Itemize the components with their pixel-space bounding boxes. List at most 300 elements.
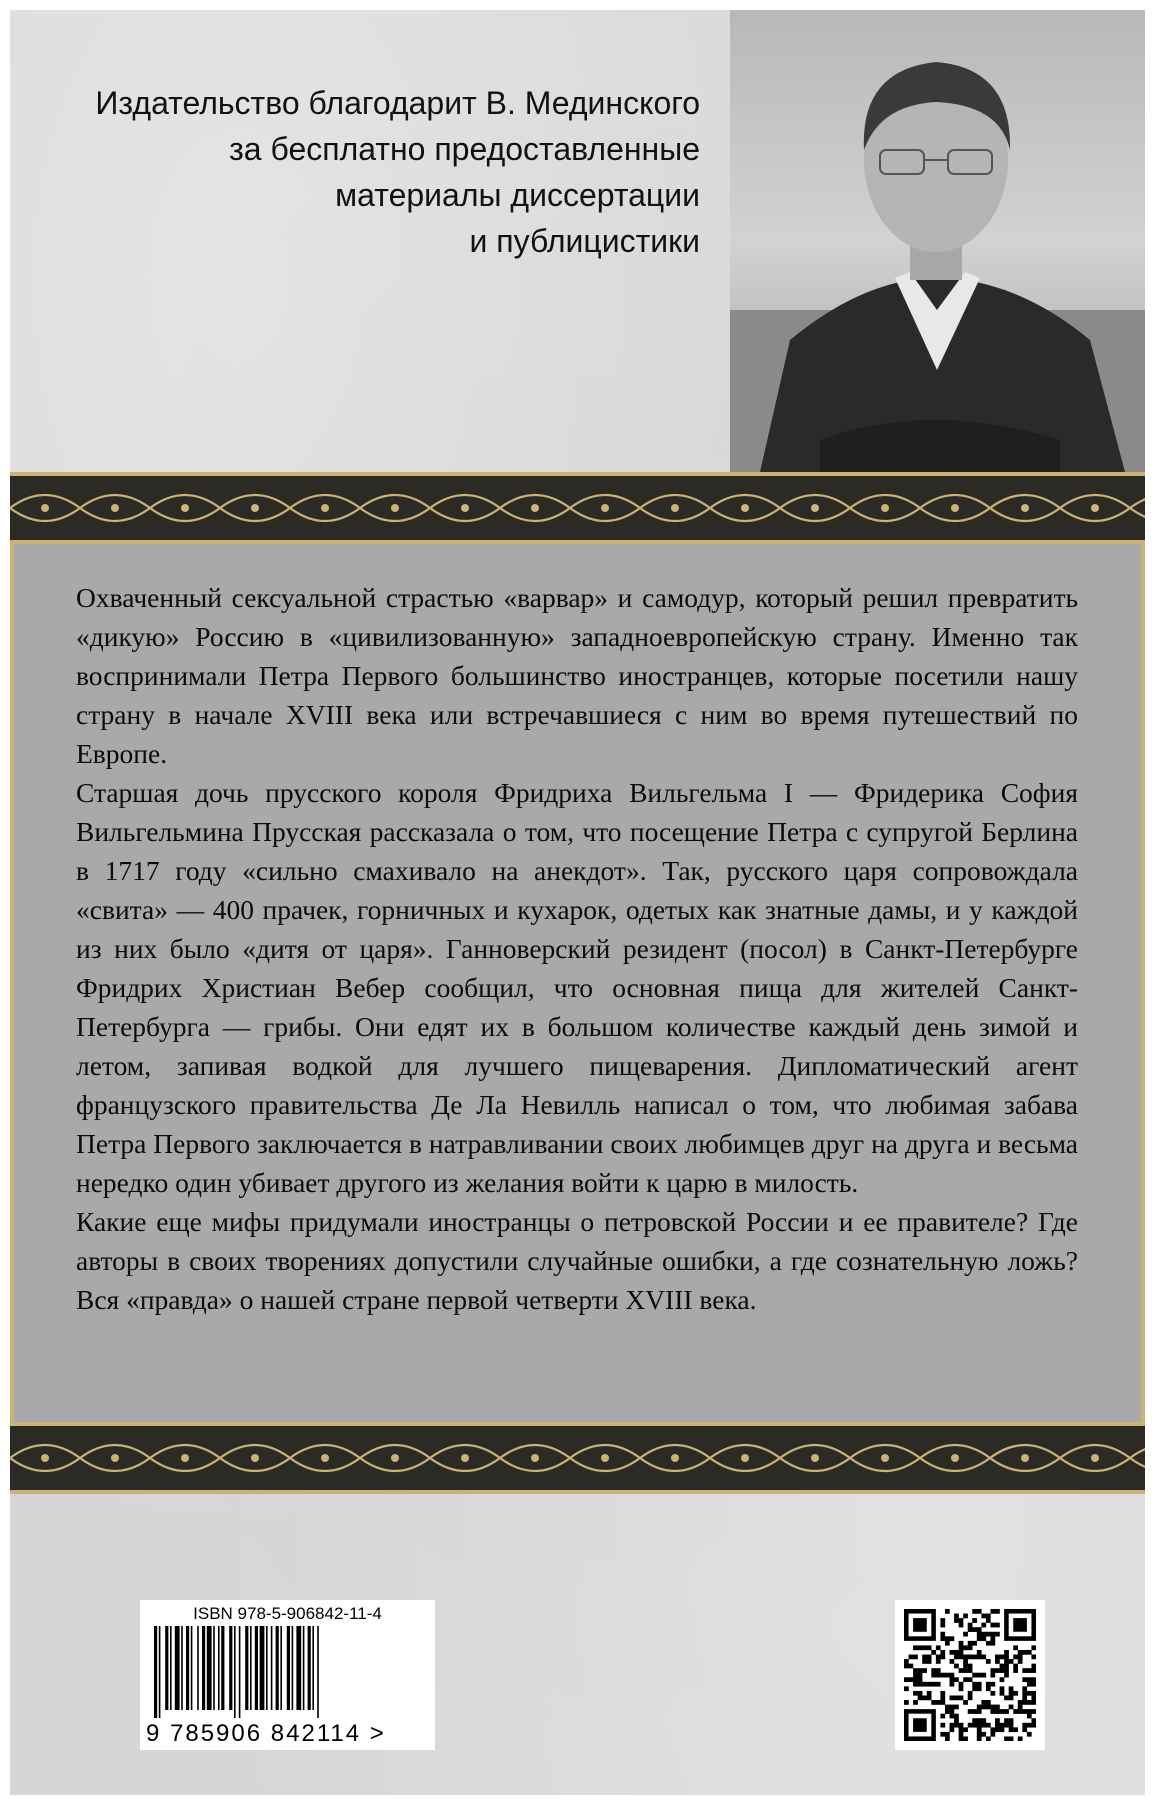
qr-module [963,1614,968,1619]
qr-module [940,1723,945,1728]
qr-module [1022,1668,1027,1673]
annotation-paragraph-2: Старшая дочь прусского короля Фридриха Вильгельма I — Фридерика София Вильгельмина Прусская рассказала о том, что посещение Петра с супругой Берлина в 1717 году «сильно смахивало на анекдот». Так, русского царя сопровождала «свита» — 400 прачек, горничных и кухарок, одетых как знатные дамы, и у каждой из них было «дитя от царя». Ганноверский резидент (посол) в Санкт-Петербурге Фридрих Христиан Вебер сообщил, что основная пища для жителей Санкт-Петербурга — грибы. Они едят их в большом количестве каждый день зимой и летом, запивая водкой для лучшего пищеварения. Дипломатический агент французского правительства Де Ла Невилль написал о том, что любимая забава Петра Первого заключается в натравливании своих любимцев друг на друга и весьма нередко один убивает другого из желания войти к царю в милость. [76,777,1078,1198]
qr-module [963,1632,968,1637]
qr-module [990,1732,995,1737]
qr-module [1000,1723,1005,1728]
barcode-bar [266,1626,268,1710]
qr-module [1022,1723,1027,1728]
qr-module [1004,1723,1009,1728]
qr-module [1031,1668,1036,1673]
qr-module [1018,1650,1023,1655]
qr-module [931,1682,936,1687]
qr-module [918,1668,923,1673]
barcode-bar [271,1626,273,1710]
qr-module [1009,1659,1014,1664]
qr-module [972,1655,977,1660]
qr-module [1022,1700,1027,1705]
qr-module [959,1723,964,1728]
annotation-paragraph-1: Охваченный сексуальной страстью «варвар» и самодур, который решил превратить «дикую» Россию в «цивилизованную» западноевропейскую страну. Именно так воспринимали Петра Первого большинство иностранцев, которые посетили нашу страну в начале XVIII века или встречавшиеся с ним во время путешествий по Европе. [76,582,1078,769]
qr-module [954,1677,959,1682]
qr-module [959,1641,964,1646]
qr-module [904,1664,909,1669]
qr-module [1009,1718,1014,1723]
qr-module [1018,1655,1023,1660]
qr-module [968,1664,973,1669]
qr-code-modules [904,1609,1036,1741]
qr-module [936,1682,941,1687]
barcode-bar [175,1626,180,1710]
qr-module [1000,1677,1005,1682]
qr-module [977,1732,982,1737]
qr-finder-pattern [1013,1618,1027,1632]
barcode-bar [260,1626,265,1710]
qr-module [1013,1668,1018,1673]
qr-module [1000,1664,1005,1669]
qr-module [995,1623,1000,1628]
qr-module [945,1673,950,1678]
qr-module [940,1655,945,1660]
qr-module [1022,1695,1027,1700]
qr-module [963,1668,968,1673]
qr-module [1027,1668,1032,1673]
qr-module [1004,1736,1009,1741]
barcode-bar [255,1626,258,1710]
qr-module [977,1682,982,1687]
barcode-bar [197,1626,199,1710]
qr-module [959,1668,964,1673]
qr-module [950,1727,955,1732]
qr-module [972,1673,977,1678]
qr-module [986,1614,991,1619]
barcode-bar [234,1626,236,1718]
qr-module [950,1636,955,1641]
qr-module [904,1700,909,1705]
barcode-bar [287,1626,290,1710]
qr-module [986,1736,991,1741]
qr-module [959,1682,964,1687]
qr-module [922,1645,927,1650]
qr-module [1013,1664,1018,1669]
qr-module [977,1736,982,1741]
qr-module [1013,1691,1018,1696]
qr-module [963,1727,968,1732]
qr-module [918,1645,923,1650]
qr-module [918,1677,923,1682]
qr-module [1004,1650,1009,1655]
qr-module [986,1700,991,1705]
barcode-bar [202,1626,205,1710]
ornament-border-top [10,472,1145,544]
qr-module [995,1659,1000,1664]
qr-module [968,1709,973,1714]
qr-module [981,1723,986,1728]
qr-module [945,1736,950,1741]
qr-module [986,1659,991,1664]
qr-module [931,1700,936,1705]
qr-module [940,1673,945,1678]
qr-module [1022,1650,1027,1655]
qr-module [940,1700,945,1705]
qr-module [986,1618,991,1623]
isbn-barcode [140,1600,435,1750]
isbn-label: ISBN 978-5-906842-11-4 [193,1604,382,1623]
qr-module [977,1627,982,1632]
qr-module [1013,1655,1018,1660]
qr-module [950,1709,955,1714]
qr-module [1031,1691,1036,1696]
qr-module [986,1641,991,1646]
qr-module [954,1705,959,1710]
qr-module [940,1732,945,1737]
qr-module [909,1677,914,1682]
qr-module [927,1682,932,1687]
qr-module [963,1655,968,1660]
qr-module [1009,1705,1014,1710]
qr-module [913,1655,918,1660]
qr-module [1022,1691,1027,1696]
qr-module [990,1682,995,1687]
qr-module [927,1655,932,1660]
qr-module [945,1732,950,1737]
qr-module [913,1682,918,1687]
qr-module [990,1727,995,1732]
qr-module [950,1677,955,1682]
qr-module [995,1709,1000,1714]
qr-module [954,1655,959,1660]
qr-module [950,1723,955,1728]
qr-module [918,1695,923,1700]
qr-module [945,1709,950,1714]
qr-module [931,1668,936,1673]
qr-module [963,1659,968,1664]
qr-module [913,1677,918,1682]
qr-module [981,1700,986,1705]
qr-module [1009,1695,1014,1700]
qr-module [936,1659,941,1664]
qr-module [913,1668,918,1673]
barcode-bar [186,1626,189,1710]
qr-code [895,1600,1045,1750]
qr-module [927,1695,932,1700]
qr-module [990,1691,995,1696]
qr-module [972,1609,977,1614]
qr-module [1000,1727,1005,1732]
qr-module [950,1659,955,1664]
qr-module [940,1650,945,1655]
qr-module [963,1700,968,1705]
qr-module [1027,1691,1032,1696]
qr-module [995,1727,1000,1732]
qr-module [972,1718,977,1723]
qr-module [909,1664,914,1669]
qr-module [995,1718,1000,1723]
qr-module [995,1655,1000,1660]
qr-module [963,1664,968,1669]
barcode-bars [152,1626,422,1718]
qr-module [950,1714,955,1719]
qr-module [904,1659,909,1664]
qr-module [986,1632,991,1637]
qr-module [977,1709,982,1714]
qr-module [1000,1691,1005,1696]
qr-module [972,1682,977,1687]
barcode-bar [296,1626,301,1710]
qr-module [954,1723,959,1728]
qr-module [986,1705,991,1710]
barcode-bar [312,1626,314,1710]
qr-module [913,1700,918,1705]
qr-module [959,1695,964,1700]
qr-module [940,1618,945,1623]
qr-module [936,1700,941,1705]
qr-module [1009,1723,1014,1728]
barcode-bar [165,1626,168,1710]
qr-module [1031,1695,1036,1700]
qr-module [1004,1655,1009,1660]
barcode-bar [207,1626,212,1710]
qr-module [995,1723,1000,1728]
qr-module [1031,1718,1036,1723]
qr-module [1009,1686,1014,1691]
qr-module [959,1650,964,1655]
qr-module [990,1609,995,1614]
qr-module [977,1673,982,1678]
qr-module [913,1691,918,1696]
qr-module [931,1673,936,1678]
qr-module [1031,1682,1036,1687]
qr-module [1031,1723,1036,1728]
qr-module [968,1691,973,1696]
barcode-bar [218,1626,220,1710]
qr-module [954,1718,959,1723]
qr-module [1004,1695,1009,1700]
qr-module [995,1609,1000,1614]
qr-module [945,1641,950,1646]
author-photo [730,10,1145,472]
qr-module [950,1705,955,1710]
qr-module [1000,1709,1005,1714]
qr-module [972,1723,977,1728]
qr-module [950,1650,955,1655]
qr-module [959,1655,964,1660]
qr-module [990,1632,995,1637]
qr-module [1013,1727,1018,1732]
qr-module [936,1655,941,1660]
qr-module [922,1659,927,1664]
qr-module [1018,1705,1023,1710]
qr-module [1018,1700,1023,1705]
qr-module [968,1723,973,1728]
qr-module [1013,1709,1018,1714]
qr-module [972,1627,977,1632]
ornament-border-bottom [10,1422,1145,1494]
qr-module [977,1686,982,1691]
barcode-bar [292,1626,294,1710]
qr-module [1031,1645,1036,1650]
qr-module [1000,1668,1005,1673]
qr-module [968,1623,973,1628]
qr-module [986,1686,991,1691]
qr-module [972,1686,977,1691]
qr-module [972,1618,977,1623]
qr-module [1004,1659,1009,1664]
annotation-panel [10,544,1145,1422]
barcode-digits: 9 785906 842114 > [146,1720,386,1747]
qr-module [1022,1677,1027,1682]
qr-module [990,1641,995,1646]
qr-module [1031,1655,1036,1660]
qr-module [1031,1709,1036,1714]
qr-module [936,1645,941,1650]
qr-module [1031,1664,1036,1669]
qr-module [927,1645,932,1650]
qr-module [959,1732,964,1737]
qr-module [990,1668,995,1673]
barcode-bar [213,1626,215,1710]
qr-module [981,1732,986,1737]
barcode-bar [308,1626,311,1710]
qr-module [1022,1727,1027,1732]
qr-module [977,1705,982,1710]
qr-module [1027,1723,1032,1728]
qr-module [968,1655,973,1660]
qr-module [963,1736,968,1741]
qr-module [922,1655,927,1660]
qr-module [954,1664,959,1669]
barcode-bar [181,1626,183,1710]
barcode-bar [154,1626,157,1718]
qr-module [927,1691,932,1696]
qr-module [977,1632,982,1637]
qr-module [963,1645,968,1650]
qr-module [968,1668,973,1673]
qr-module [918,1682,923,1687]
barcode-bar [221,1626,224,1710]
qr-module [940,1691,945,1696]
qr-module [968,1677,973,1682]
qr-module [1027,1682,1032,1687]
qr-module [945,1636,950,1641]
qr-finder-pattern [913,1618,927,1632]
qr-module [968,1641,973,1646]
qr-module [990,1636,995,1641]
qr-module [922,1695,927,1700]
qr-module [972,1641,977,1646]
qr-finder-pattern [913,1718,927,1732]
qr-module [981,1655,986,1660]
barcode-bar [191,1626,193,1710]
qr-module [1009,1727,1014,1732]
qr-module [977,1718,982,1723]
qr-module [936,1668,941,1673]
qr-module [904,1686,909,1691]
qr-module [945,1705,950,1710]
qr-module [927,1659,932,1664]
qr-module [977,1650,982,1655]
qr-module [990,1673,995,1678]
qr-module [959,1736,964,1741]
barcode-bar [159,1626,161,1718]
qr-module [995,1632,1000,1637]
annotation-paragraph-3: Какие еще мифы придумали иностранцы о петровской России и ее правителе? Где авторы в своих творениях допустили случайные ошибки, а где сознательную ложь? Вся «правда» о нашей стране первой четверти XVIII века. [76,1206,1078,1315]
qr-module [1004,1718,1009,1723]
qr-module [1027,1732,1032,1737]
qr-module [940,1636,945,1641]
qr-module [1031,1700,1036,1705]
qr-module [940,1632,945,1637]
qr-module [990,1705,995,1710]
qr-module [954,1714,959,1719]
qr-module [995,1705,1000,1710]
qr-module [1000,1655,1005,1660]
qr-module [990,1623,995,1628]
qr-module [1009,1736,1014,1741]
qr-module [1027,1700,1032,1705]
qr-module [981,1623,986,1628]
qr-module [909,1655,914,1660]
qr-module [1018,1736,1023,1741]
qr-module [977,1609,982,1614]
qr-module [981,1636,986,1641]
qr-module [950,1695,955,1700]
barcode-bar [250,1626,252,1710]
qr-module [922,1668,927,1673]
qr-module [959,1686,964,1691]
qr-module [913,1673,918,1678]
qr-module [922,1682,927,1687]
barcode-bar [317,1626,319,1718]
qr-module [959,1623,964,1628]
qr-module [977,1727,982,1732]
qr-module [954,1618,959,1623]
qr-module [968,1645,973,1650]
qr-module [1022,1709,1027,1714]
qr-module [1022,1686,1027,1691]
qr-module [959,1727,964,1732]
qr-module [968,1695,973,1700]
qr-module [954,1650,959,1655]
qr-module [1027,1650,1032,1655]
barcode-bar [245,1626,248,1710]
qr-module [972,1709,977,1714]
qr-module [977,1636,982,1641]
qr-module [981,1718,986,1723]
qr-module [1027,1709,1032,1714]
barcode-bar [276,1626,279,1710]
qr-module [986,1682,991,1687]
book-back-cover [10,10,1145,1795]
barcode-bar [170,1626,172,1710]
qr-module [1000,1686,1005,1691]
qr-module [1004,1709,1009,1714]
annotation-text [76,578,1078,1319]
qr-module [950,1673,955,1678]
barcode-bar [229,1626,232,1710]
qr-module [918,1673,923,1678]
qr-module [963,1677,968,1682]
qr-module [981,1705,986,1710]
qr-module [977,1723,982,1728]
qr-module [981,1673,986,1678]
qr-module [986,1723,991,1728]
qr-module [1027,1677,1032,1682]
qr-module [981,1632,986,1637]
qr-module [940,1623,945,1628]
qr-module [959,1618,964,1623]
qr-module [1004,1673,1009,1678]
qr-module [954,1614,959,1619]
qr-module [904,1677,909,1682]
